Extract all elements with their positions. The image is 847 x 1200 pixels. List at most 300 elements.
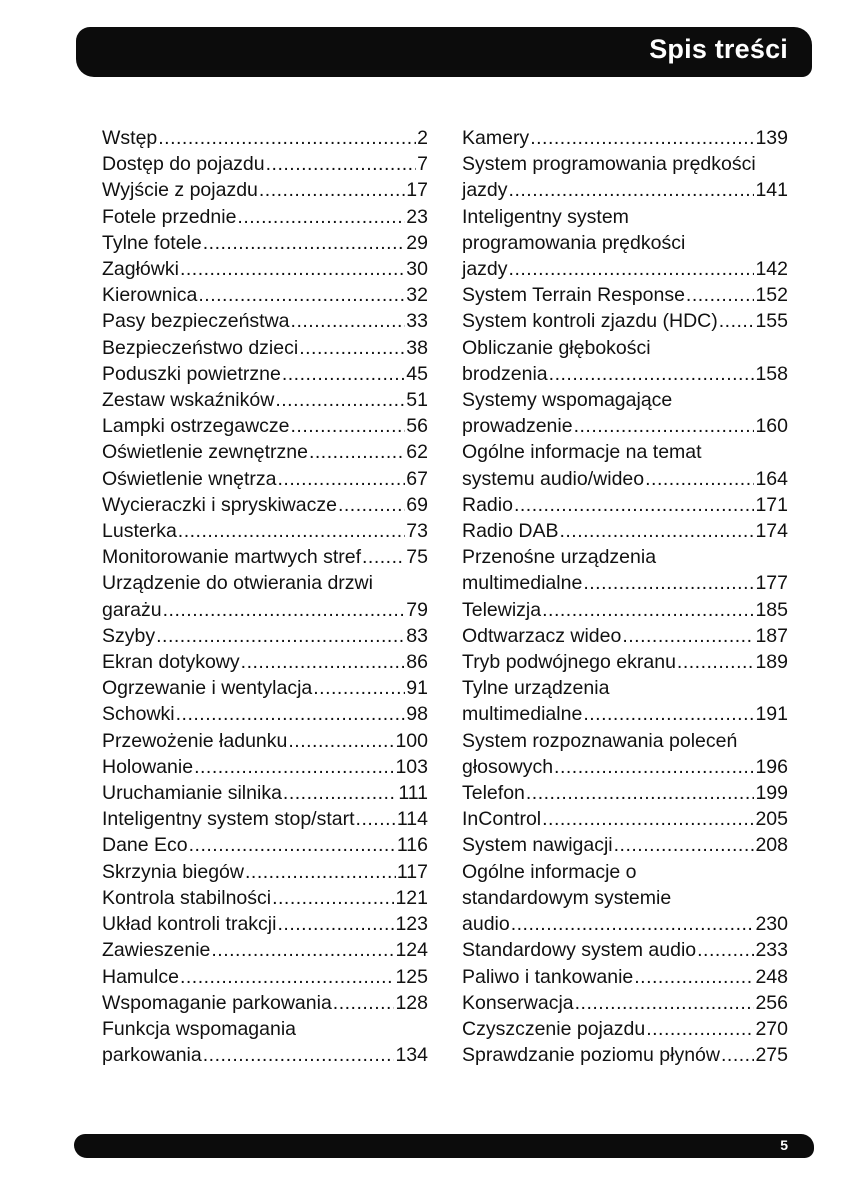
dot-leader: [697, 937, 754, 963]
toc-entry-row: [102, 859, 428, 885]
toc-entry-row: [462, 832, 788, 858]
toc-entry[interactable]: [102, 780, 428, 806]
toc-entry-title: Radio DAB: [462, 520, 559, 543]
dot-leader: [574, 413, 755, 439]
dot-leader: [299, 335, 405, 361]
toc-entry-page: 124: [395, 939, 428, 962]
dot-leader: [622, 623, 754, 649]
dot-leader: [583, 570, 754, 596]
toc-entry-row: [102, 728, 428, 754]
toc-entry[interactable]: [102, 832, 428, 858]
toc-entry-page: 116: [396, 834, 428, 857]
dot-leader: [275, 387, 405, 413]
toc-entry[interactable]: [102, 544, 428, 570]
toc-entry-title: Bezpieczeństwo dzieci: [102, 336, 299, 359]
toc-entry-row: [102, 466, 428, 492]
toc-entry-row: [102, 597, 428, 623]
toc-entry-page: 177: [755, 572, 788, 595]
toc-entry[interactable]: [462, 308, 788, 334]
dot-leader: [180, 256, 405, 282]
dot-leader: [646, 1016, 754, 1042]
dot-leader: [194, 754, 394, 780]
toc-entry[interactable]: [462, 728, 788, 780]
toc-entry[interactable]: [462, 335, 788, 387]
toc-entry-row: [102, 256, 428, 282]
toc-entry-row: [102, 492, 428, 518]
toc-entry-row: [102, 439, 428, 465]
toc-entry-page: 30: [406, 258, 428, 281]
toc-entry[interactable]: [462, 937, 788, 963]
toc-entry[interactable]: [462, 806, 788, 832]
toc-entry-title: Dane Eco: [102, 834, 188, 857]
toc-entry-title: Paliwo i tankowanie: [462, 965, 634, 988]
dot-leader: [272, 885, 394, 911]
toc-entry[interactable]: [102, 387, 428, 413]
toc-entry-page: 196: [755, 755, 788, 778]
toc-entry-row: [102, 964, 428, 990]
toc-entry-page: 248: [755, 965, 788, 988]
toc-entry-title: Ogrzewanie i wentylacja: [102, 677, 313, 700]
toc-entry-title-line: Inteligentny system: [462, 205, 629, 228]
toc-entry-title: Sprawdzanie poziomu płynów: [462, 1044, 720, 1067]
toc-entry-row: [462, 570, 788, 596]
dot-leader: [309, 439, 405, 465]
toc-entry-title: Fotele przednie: [102, 205, 237, 228]
toc-entry[interactable]: [102, 623, 428, 649]
dot-leader: [198, 282, 405, 308]
toc-entry-title: Tylne fotele: [102, 231, 202, 254]
toc-entry-row: [102, 885, 428, 911]
dot-leader: [277, 911, 394, 937]
toc-entry-page: 121: [395, 886, 428, 909]
toc-entry[interactable]: [462, 675, 788, 727]
dot-leader: [189, 832, 396, 858]
toc-entry-title-line: Tylne urządzenia: [462, 677, 610, 700]
toc-entry-row: [462, 806, 788, 832]
toc-entry-title: Kamery: [462, 127, 530, 149]
toc-entry[interactable]: [102, 1016, 428, 1068]
toc-entry[interactable]: [102, 806, 428, 832]
toc-entry[interactable]: [102, 492, 428, 518]
dot-leader: [542, 597, 754, 623]
toc-entry[interactable]: [462, 439, 788, 491]
dot-leader: [288, 728, 394, 754]
toc-entry-row: [102, 1042, 428, 1068]
toc-entry[interactable]: [462, 282, 788, 308]
toc-entry-page: 199: [755, 782, 788, 805]
toc-entry[interactable]: [102, 125, 428, 151]
toc-entry-title: garażu: [102, 598, 162, 621]
toc-entry[interactable]: [102, 911, 428, 937]
toc-entry[interactable]: [462, 204, 788, 283]
toc-entry-title-line: System programowania prędkości: [462, 153, 756, 176]
toc-entry[interactable]: [102, 361, 428, 387]
toc-entry-title: Układ kontroli trakcji: [102, 913, 277, 936]
toc-entry-title: Dostęp do pojazdu: [102, 153, 265, 176]
toc-entry-page: 233: [755, 939, 788, 962]
toc-entry[interactable]: [102, 701, 428, 727]
toc-entry[interactable]: [462, 623, 788, 649]
toc-entry-row: [462, 623, 788, 649]
toc-entry-row: [462, 413, 788, 439]
toc-entry-title: głosowych: [462, 755, 554, 778]
toc-entry[interactable]: [102, 413, 428, 439]
toc-entry-row: [102, 413, 428, 439]
toc-entry-page: 73: [406, 520, 428, 543]
toc-entry-row: [462, 649, 788, 675]
dot-leader: [176, 701, 406, 727]
toc-entry-page: 103: [395, 755, 428, 778]
footer-bar: [74, 1134, 814, 1158]
dot-leader: [203, 1042, 395, 1068]
toc-entry-page: 67: [406, 467, 428, 490]
toc-entry-title: audio: [462, 913, 510, 936]
toc-entry[interactable]: [102, 518, 428, 544]
dot-leader: [686, 282, 755, 308]
toc-entry-page: 128: [395, 991, 428, 1014]
toc-entry[interactable]: [462, 597, 788, 623]
toc-entry-title: Kontrola stabilności: [102, 886, 272, 909]
toc-entry[interactable]: [462, 518, 788, 544]
toc-entry-row: [102, 649, 428, 675]
toc-entry[interactable]: [102, 754, 428, 780]
toc-entry-title: Ekran dotykowy: [102, 651, 240, 674]
toc-entry[interactable]: [462, 492, 788, 518]
toc-entry[interactable]: [102, 859, 428, 885]
dot-leader: [559, 518, 754, 544]
toc-entry-title-line: System rozpoznawania poleceń: [462, 729, 738, 752]
toc-entry-page: 139: [755, 127, 788, 149]
toc-entry[interactable]: [462, 125, 788, 151]
toc-entry-row: [462, 466, 788, 492]
toc-entry[interactable]: [462, 990, 788, 1016]
toc-entry-page: 270: [755, 1017, 788, 1040]
toc-entry-title: Wstęp: [102, 127, 158, 149]
toc-entry-page: 164: [755, 467, 788, 490]
toc-entry[interactable]: [102, 256, 428, 282]
toc-entry[interactable]: [102, 990, 428, 1016]
dot-leader: [333, 990, 395, 1016]
toc-entry-title: Hamulce: [102, 965, 179, 988]
toc-entry[interactable]: [462, 859, 788, 938]
toc-entry-row: [102, 282, 428, 308]
toc-entry-title: Wycieraczki i spryskiwacze: [102, 493, 337, 516]
toc-entry-page: 45: [406, 362, 428, 385]
toc-entry-title-line: Przenośne urządzenia: [462, 546, 657, 569]
toc-entry-title: systemu audio/wideo: [462, 467, 645, 490]
toc-entry-page: 117: [396, 860, 428, 883]
toc-entry-title: Telefon: [462, 782, 525, 805]
toc-entry[interactable]: [102, 230, 428, 256]
dot-leader: [554, 754, 754, 780]
toc-entry-title-line: programowania prędkości: [462, 231, 686, 254]
toc-entry-page: 187: [755, 624, 788, 647]
toc-entry-row: [102, 518, 428, 544]
toc-entry-row: [102, 125, 428, 151]
toc-entry-title: Lusterka: [102, 520, 177, 543]
dot-leader: [158, 125, 416, 151]
page-title: Spis treści: [649, 34, 788, 64]
dot-leader: [241, 649, 406, 675]
toc-entry-title-line: Ogólne informacje o: [462, 860, 637, 883]
toc-entry-title: Poduszki powietrzne: [102, 362, 281, 385]
toc-entry-page: 33: [406, 310, 428, 333]
toc-entry-row: [102, 387, 428, 413]
toc-entry[interactable]: [102, 728, 428, 754]
toc-entry[interactable]: [462, 964, 788, 990]
toc-entry-title-line: Funkcja wspomagania: [102, 1017, 297, 1040]
toc-entry[interactable]: [102, 308, 428, 334]
toc-entry-title: Skrzynia biegów: [102, 860, 244, 883]
toc-entry-page: 56: [406, 415, 428, 438]
toc-entry-row: [102, 937, 428, 963]
toc-entry-page: 174: [755, 520, 788, 543]
toc-entry[interactable]: [462, 832, 788, 858]
dot-leader: [645, 466, 754, 492]
toc-entry-title: Uruchamianie silnika: [102, 782, 282, 805]
dot-leader: [549, 361, 755, 387]
toc-entry-title: System Terrain Response: [462, 284, 685, 307]
toc-entry-row: [102, 623, 428, 649]
toc-entry-title: Czyszczenie pojazdu: [462, 1017, 646, 1040]
toc-entry-row: [462, 282, 788, 308]
toc-entry-title: multimedialne: [462, 703, 583, 726]
toc-entry-row: [102, 177, 428, 203]
toc-entry-title: multimedialne: [462, 572, 583, 595]
toc-entry-page: 38: [406, 336, 428, 359]
toc-entry-title: System nawigacji: [462, 834, 613, 857]
dot-leader: [283, 780, 397, 806]
toc-entry-row: [102, 544, 428, 570]
dot-leader: [614, 832, 755, 858]
toc-entry[interactable]: [462, 649, 788, 675]
toc-entry-title: Oświetlenie zewnętrzne: [102, 441, 308, 464]
toc-entry-title: Lampki ostrzegawcze: [102, 415, 290, 438]
dot-leader: [313, 675, 405, 701]
toc-entry-title: brodzenia: [462, 362, 548, 385]
toc-entry-page: 185: [755, 598, 788, 621]
dot-leader: [530, 125, 754, 151]
toc-entry[interactable]: [462, 780, 788, 806]
toc-entry-page: 160: [755, 415, 788, 438]
toc-entry-page: 189: [755, 651, 788, 674]
dot-leader: [211, 937, 394, 963]
dot-leader: [583, 701, 754, 727]
toc-entry-row: [462, 361, 788, 387]
dot-leader: [511, 911, 755, 937]
toc-entry[interactable]: [102, 570, 428, 622]
toc-entry-title: Zagłówki: [102, 258, 179, 281]
toc-entry-title: parkowania: [102, 1044, 202, 1067]
toc-entry[interactable]: [462, 387, 788, 439]
toc-entry[interactable]: [102, 649, 428, 675]
toc-entry-title: Zawieszenie: [102, 939, 211, 962]
toc-entry-title: Schowki: [102, 703, 175, 726]
toc-entry-title: Kierownica: [102, 284, 198, 307]
toc-entry-page: 208: [755, 834, 788, 857]
toc-entry-title: System kontroli zjazdu (HDC): [462, 310, 718, 333]
toc-entry-row: [462, 308, 788, 334]
toc-entry-row: [102, 701, 428, 727]
toc-entry-page: 2: [417, 127, 428, 149]
toc-entry-page: 125: [395, 965, 428, 988]
toc-entry-row: [102, 151, 428, 177]
dot-leader: [259, 177, 405, 203]
toc-entry-row: [102, 308, 428, 334]
dot-leader: [237, 204, 405, 230]
toc-entry-page: 230: [755, 913, 788, 936]
toc-entry-page: 51: [406, 389, 428, 412]
dot-leader: [180, 964, 395, 990]
toc-entry-title: jazdy: [462, 179, 508, 202]
toc-entry-title: Radio: [462, 493, 513, 516]
toc-entry-page: 111: [398, 782, 428, 805]
toc-column-left: [102, 125, 428, 1068]
toc-entry-row: [102, 754, 428, 780]
toc-entry-page: 91: [406, 677, 428, 700]
dot-leader: [338, 492, 405, 518]
toc-entry-title-line: Urządzenie do otwierania drzwi: [102, 572, 373, 595]
toc-entry-page: 83: [406, 624, 428, 647]
toc-entry-page: 69: [406, 493, 428, 516]
toc-entry[interactable]: [102, 439, 428, 465]
toc-entry-row: [462, 754, 788, 780]
toc-entry[interactable]: [102, 885, 428, 911]
toc-entry-row: [102, 361, 428, 387]
toc-entry-page: 155: [755, 310, 788, 333]
toc-entry-page: 141: [755, 179, 788, 202]
toc-entry-page: 79: [406, 598, 428, 621]
dot-leader: [719, 308, 755, 334]
toc-entry[interactable]: [462, 1016, 788, 1042]
toc-entry-title-line: Obliczanie głębokości: [462, 336, 651, 359]
toc-entry-title: Przewożenie ładunku: [102, 729, 288, 752]
toc-entry-page: 142: [755, 258, 788, 281]
dot-leader: [526, 780, 755, 806]
toc-entry-row: [102, 675, 428, 701]
dot-leader: [203, 230, 406, 256]
toc-entry-page: 114: [396, 808, 428, 831]
toc-entry-page: 275: [755, 1044, 788, 1067]
toc-entry-row: [462, 780, 788, 806]
toc-entry-page: 7: [417, 153, 428, 176]
dot-leader: [178, 518, 406, 544]
toc-entry-row: [102, 990, 428, 1016]
toc-entry-row: [102, 204, 428, 230]
toc-entry-page: 256: [755, 991, 788, 1014]
toc-entry-page: 62: [406, 441, 428, 464]
toc-entry-row: [102, 832, 428, 858]
toc-entry-title: Wyjście z pojazdu: [102, 179, 258, 202]
toc-entry-title: Konserwacja: [462, 991, 574, 1014]
toc-entry-title: Standardowy system audio: [462, 939, 697, 962]
toc-entry-title: prowadzenie: [462, 415, 573, 438]
dot-leader: [677, 649, 755, 675]
header-bar: [76, 27, 812, 77]
toc-entry-row: [462, 256, 788, 282]
toc-entry-title: Odtwarzacz wideo: [462, 624, 622, 647]
dot-leader: [721, 1042, 754, 1068]
toc-entry-title: Tryb podwójnego ekranu: [462, 651, 676, 674]
toc-entry-page: 191: [755, 703, 788, 726]
dot-leader: [163, 597, 406, 623]
toc-entry-row: [462, 1042, 788, 1068]
toc-entry-row: [462, 964, 788, 990]
toc-entry-page: 23: [406, 205, 428, 228]
toc-entry[interactable]: [102, 675, 428, 701]
toc-entry-page: 32: [406, 284, 428, 307]
toc-entry-row: [462, 1016, 788, 1042]
dot-leader: [362, 544, 405, 570]
toc-entry-title: Monitorowanie martwych stref: [102, 546, 362, 569]
toc-entry[interactable]: [102, 466, 428, 492]
page-number: 5: [780, 1137, 788, 1153]
toc-entry[interactable]: [102, 204, 428, 230]
toc-entry-row: [102, 780, 428, 806]
dot-leader: [156, 623, 405, 649]
toc-entry[interactable]: [462, 151, 788, 203]
dot-leader: [356, 806, 396, 832]
toc-entry-title: Holowanie: [102, 755, 194, 778]
toc-entry-title-line: Ogólne informacje na temat: [462, 441, 702, 464]
toc-entry[interactable]: [102, 151, 428, 177]
toc-entry-title: Szyby: [102, 624, 156, 647]
toc-entry-title: jazdy: [462, 258, 508, 281]
toc-entry-page: 123: [395, 913, 428, 936]
toc-entry[interactable]: [462, 1042, 788, 1068]
toc-entry-title: Zestaw wskaźników: [102, 389, 275, 412]
toc-entry-page: 100: [395, 729, 428, 752]
toc-entry-row: [462, 911, 788, 937]
toc-entry-row: [462, 177, 788, 203]
toc-entry[interactable]: [102, 177, 428, 203]
toc-entry-title: Pasy bezpieczeństwa: [102, 310, 290, 333]
dot-leader: [282, 361, 405, 387]
dot-leader: [514, 492, 755, 518]
toc-entry-page: 171: [755, 493, 788, 516]
toc-entry-page: 75: [406, 546, 428, 569]
toc-entry[interactable]: [102, 282, 428, 308]
toc-entry[interactable]: [462, 544, 788, 596]
dot-leader: [509, 256, 755, 282]
toc-entry[interactable]: [102, 335, 428, 361]
toc-entry-title-line: standardowym systemie: [462, 886, 672, 909]
toc-entry-row: [102, 230, 428, 256]
toc-entry-page: 17: [406, 179, 428, 202]
toc-entry-title: Inteligentny system stop/start: [102, 808, 355, 831]
toc-entry-row: [462, 125, 788, 151]
dot-leader: [575, 990, 755, 1016]
toc-column-right: [462, 125, 788, 1068]
dot-leader: [278, 466, 406, 492]
toc-entry[interactable]: [102, 937, 428, 963]
dot-leader: [266, 151, 417, 177]
dot-leader: [634, 964, 754, 990]
toc-entry-title: Telewizja: [462, 598, 542, 621]
toc-entry-page: 29: [406, 231, 428, 254]
toc-entry-row: [462, 937, 788, 963]
toc-entry[interactable]: [102, 964, 428, 990]
toc-entry-page: 158: [755, 362, 788, 385]
toc-entry-row: [102, 911, 428, 937]
dot-leader: [509, 177, 755, 203]
toc-entry-title: Wspomaganie parkowania: [102, 991, 332, 1014]
toc-entry-row: [462, 492, 788, 518]
toc-entry-row: [462, 990, 788, 1016]
toc-entry-page: 205: [755, 808, 788, 831]
toc-entry-row: [102, 806, 428, 832]
toc-entry-row: [462, 701, 788, 727]
